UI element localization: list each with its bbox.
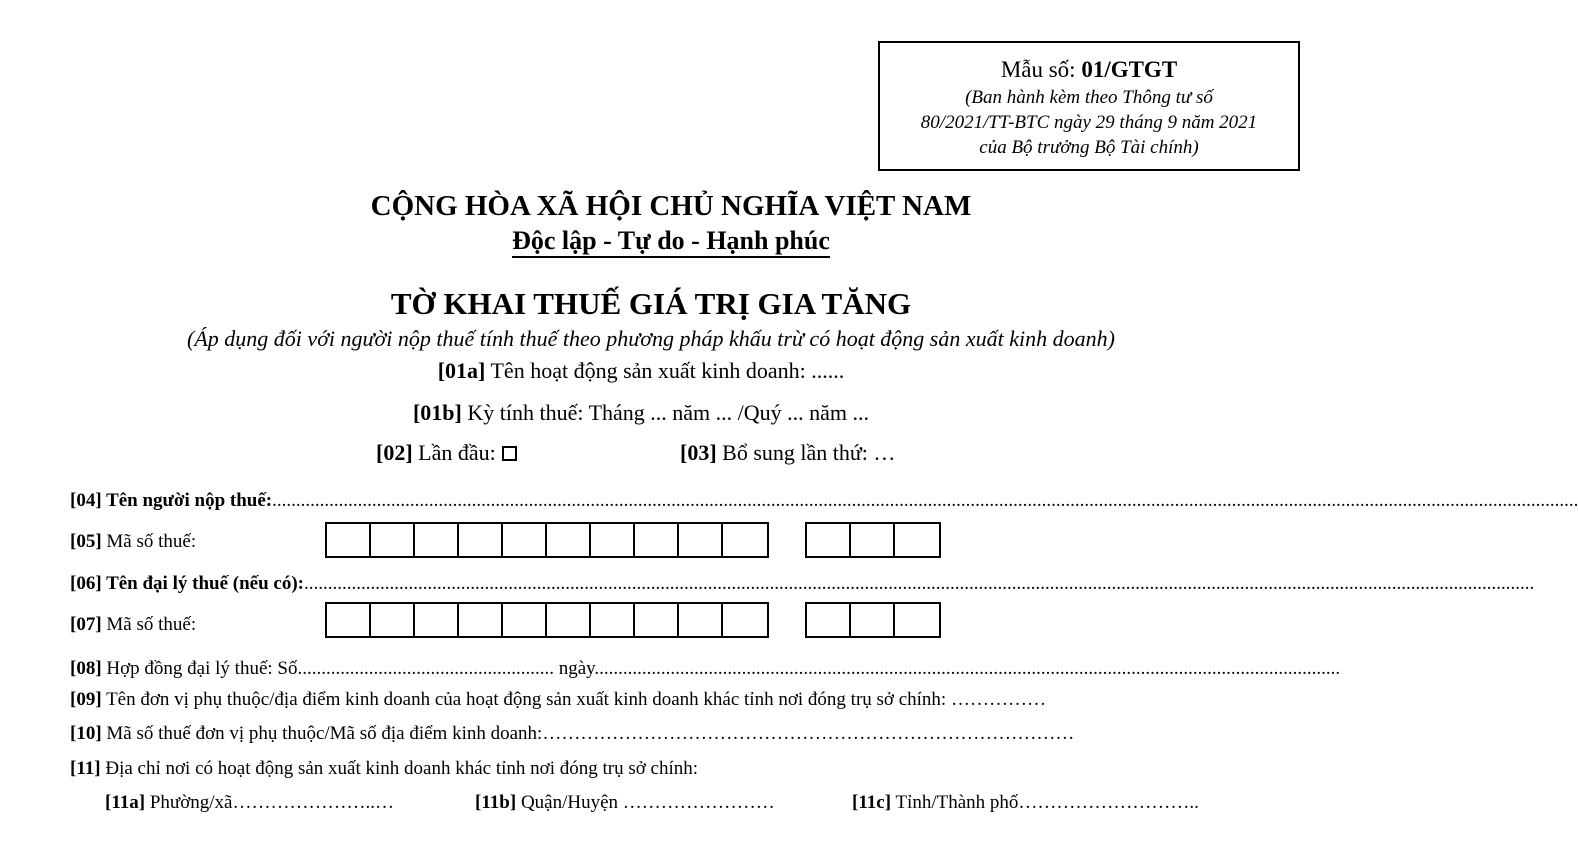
field-08[interactable]: [08] Hợp đồng đại lý thuế: Số...................................................... ngày............................................................................................................................................................. xyxy=(70,658,1341,679)
field-11a[interactable]: [11a] Phường/xã…………………..… xyxy=(105,792,394,813)
agent-tax-code-cell[interactable] xyxy=(547,604,591,636)
field-09[interactable]: [09] Tên đơn vị phụ thuộc/địa điểm kinh doanh của hoạt động sản xuất kinh doanh khác tỉnh nơi đóng trụ sở chính: …………… xyxy=(70,689,1046,710)
tax-code-cell[interactable] xyxy=(327,524,371,556)
agent-tax-code-cell[interactable] xyxy=(327,604,371,636)
document-subtitle: (Áp dụng đối với người nộp thuế tính thuế theo phương pháp khấu trừ có hoạt động sản xuất kinh doanh) xyxy=(187,326,1115,351)
agent-tax-code-cell[interactable] xyxy=(851,604,895,636)
form-note-line-3: của Bộ trưởng Bộ Tài chính) xyxy=(979,137,1199,158)
form-note-line-2: 80/2021/TT-BTC ngày 29 tháng 9 năm 2021 xyxy=(920,112,1258,133)
field-04[interactable]: [04] Tên người nộp thuế:................................................................................................................................................................................................................................................................................... xyxy=(70,490,1578,511)
field-10[interactable]: [10] Mã số thuế đơn vị phụ thuộc/Mã số địa điểm kinh doanh:………………………………………………………………………… xyxy=(70,723,1075,744)
agent-tax-code-cell[interactable] xyxy=(679,604,723,636)
field-01b[interactable]: [01b] Kỳ tính thuế: Tháng ... năm ... /Quý ... năm ... xyxy=(412,400,870,425)
tax-code-grid[interactable] xyxy=(325,522,769,558)
field-06[interactable]: [06] Tên đại lý thuế (nếu có):................................................................................................................................................................................................................................................................... xyxy=(70,573,1535,594)
document-title: TỜ KHAI THUẾ GIÁ TRỊ GIA TĂNG xyxy=(390,286,912,321)
tax-code-cell[interactable] xyxy=(679,524,723,556)
tax-code-cell[interactable] xyxy=(459,524,503,556)
tax-code-cell[interactable] xyxy=(503,524,547,556)
agent-tax-code-cell[interactable] xyxy=(635,604,679,636)
tax-code-cell[interactable] xyxy=(635,524,679,556)
field-11b[interactable]: [11b] Quận/Huyện …………………… xyxy=(475,792,775,813)
agent-tax-code-cell[interactable] xyxy=(503,604,547,636)
agent-tax-code-cell[interactable] xyxy=(807,604,851,636)
agent-tax-code-cell[interactable] xyxy=(723,604,767,636)
field-11c[interactable]: [11c] Tỉnh/Thành phố……………………….. xyxy=(852,792,1199,813)
agent-tax-code-cell[interactable] xyxy=(459,604,503,636)
agent-tax-code-grid[interactable] xyxy=(325,602,769,638)
tax-code-cell[interactable] xyxy=(723,524,767,556)
field-02: [02] Lần đầu: xyxy=(376,437,517,469)
agent-tax-code-cell[interactable] xyxy=(371,604,415,636)
tax-code-cell[interactable] xyxy=(591,524,635,556)
agent-tax-code-cell[interactable] xyxy=(895,604,939,636)
field-05-label: [05] Mã số thuế: xyxy=(70,531,197,552)
form-number: Mẫu số: 01/GTGT xyxy=(1000,57,1178,82)
form-number-box xyxy=(878,41,1300,171)
tax-code-cell[interactable] xyxy=(851,524,895,556)
tax-code-suffix-grid[interactable] xyxy=(805,522,941,558)
national-motto: Độc lập - Tự do - Hạnh phúc xyxy=(0,224,1342,258)
form-note-line-1: (Ban hành kèm theo Thông tư số xyxy=(965,87,1213,108)
field-07-label: [07] Mã số thuế: xyxy=(70,614,197,635)
tax-code-cell[interactable] xyxy=(415,524,459,556)
tax-code-cell[interactable] xyxy=(807,524,851,556)
first-time-checkbox[interactable] xyxy=(502,446,517,461)
agent-tax-code-cell[interactable] xyxy=(591,604,635,636)
national-title: CỘNG HÒA XÃ HỘI CHỦ NGHĨA VIỆT NAM xyxy=(370,190,972,222)
field-01a[interactable]: [01a] Tên hoạt động sản xuất kinh doanh: ...... xyxy=(437,358,845,383)
tax-code-cell[interactable] xyxy=(371,524,415,556)
tax-code-cell[interactable] xyxy=(895,524,939,556)
agent-tax-code-suffix-grid[interactable] xyxy=(805,602,941,638)
agent-tax-code-cell[interactable] xyxy=(415,604,459,636)
field-11: [11] Địa chỉ nơi có hoạt động sản xuất kinh doanh khác tỉnh nơi đóng trụ sở chính: xyxy=(70,758,699,779)
tax-code-cell[interactable] xyxy=(547,524,591,556)
field-03[interactable]: [03] Bổ sung lần thứ: … xyxy=(680,440,896,465)
